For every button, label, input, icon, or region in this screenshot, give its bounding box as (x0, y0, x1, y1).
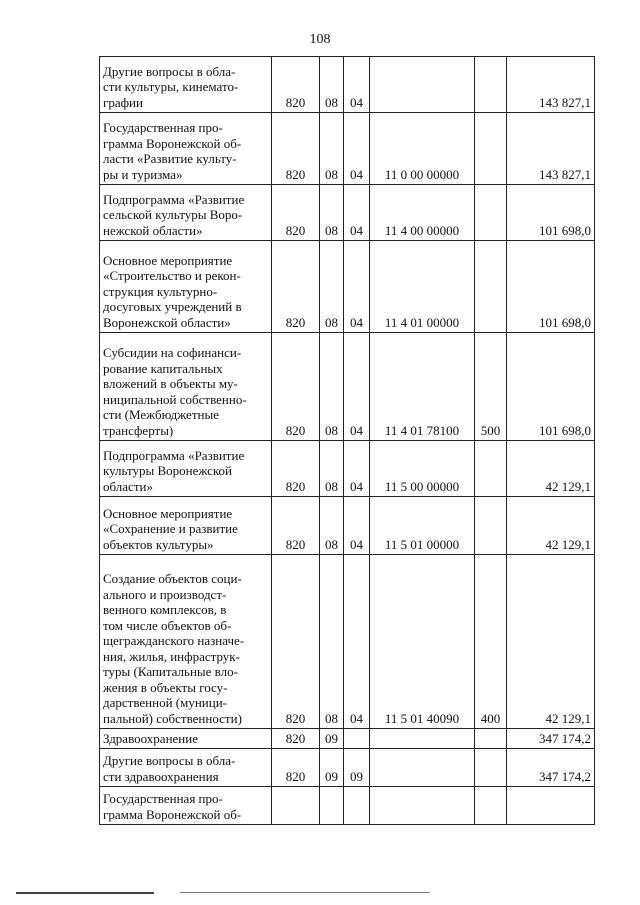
grbs-cell: 820 (272, 497, 320, 555)
amount-cell: 347 174,2 (507, 729, 595, 749)
row-name-cell: Государственная про- грамма Воронежской об- ласти «Развитие культу- ры и туризма» (100, 113, 272, 185)
expense-type-cell (475, 185, 507, 241)
grbs-cell: 820 (272, 57, 320, 113)
amount-cell: 101 698,0 (507, 241, 595, 333)
row-name-cell: Государственная про- грамма Воронежской об- (100, 787, 272, 825)
expense-type-cell (475, 497, 507, 555)
target-article-cell: 11 4 00 00000 (370, 185, 475, 241)
grbs-cell (272, 787, 320, 825)
target-article-cell: 11 4 01 78100 (370, 333, 475, 441)
subsection-cell: 04 (344, 113, 370, 185)
target-article-cell: 11 4 01 00000 (370, 241, 475, 333)
grbs-cell: 820 (272, 749, 320, 787)
table-row (100, 185, 595, 241)
subsection-cell: 04 (344, 57, 370, 113)
grbs-cell: 820 (272, 113, 320, 185)
target-article-cell (370, 729, 475, 749)
section-cell: 08 (320, 555, 344, 729)
subsection-cell: 04 (344, 497, 370, 555)
section-cell: 08 (320, 333, 344, 441)
target-article-cell (370, 57, 475, 113)
table-row (100, 113, 595, 185)
amount-cell: 143 827,1 (507, 113, 595, 185)
grbs-cell: 820 (272, 441, 320, 497)
expense-type-cell (475, 749, 507, 787)
target-article-cell: 11 5 00 00000 (370, 441, 475, 497)
expense-type-cell (475, 729, 507, 749)
subsection-cell: 04 (344, 441, 370, 497)
section-cell: 08 (320, 441, 344, 497)
table-row (100, 729, 595, 749)
grbs-cell: 820 (272, 555, 320, 729)
amount-cell (507, 787, 595, 825)
expense-type-cell: 400 (475, 555, 507, 729)
expense-type-cell (475, 441, 507, 497)
subsection-cell (344, 729, 370, 749)
budget-table (99, 56, 595, 825)
amount-cell: 42 129,1 (507, 555, 595, 729)
target-article-cell: 11 0 00 00000 (370, 113, 475, 185)
table-row (100, 555, 595, 729)
section-cell: 08 (320, 113, 344, 185)
section-cell: 08 (320, 497, 344, 555)
row-name-cell: Подпрограмма «Развитие сельской культуры Воро- нежской области» (100, 185, 272, 241)
section-cell: 08 (320, 57, 344, 113)
target-article-cell: 11 5 01 40090 (370, 555, 475, 729)
row-name-cell: Основное мероприятие «Строительство и рекон- струкция культурно- досуговых учреждений в Воронежской области» (100, 241, 272, 333)
target-article-cell: 11 5 01 00000 (370, 497, 475, 555)
row-name-cell: Другие вопросы в обла- сти культуры, кинемато- графии (100, 57, 272, 113)
row-name-cell: Создание объектов соци- ального и производст- венного комплексов, в том числе объектов об- щегражданского назначе- ния, жилья, инфраструк- туры (Капитальные вло- жения в объекты госу- дарственной (муници- пальной) собственности) (100, 555, 272, 729)
subsection-cell (344, 787, 370, 825)
amount-cell: 101 698,0 (507, 185, 595, 241)
grbs-cell: 820 (272, 185, 320, 241)
subsection-cell: 04 (344, 185, 370, 241)
footer-rule-left (16, 892, 154, 894)
row-name-cell: Здравоохранение (100, 729, 272, 749)
amount-cell: 143 827,1 (507, 57, 595, 113)
amount-cell: 101 698,0 (507, 333, 595, 441)
expense-type-cell (475, 113, 507, 185)
expense-type-cell: 500 (475, 333, 507, 441)
target-article-cell (370, 749, 475, 787)
section-cell (320, 787, 344, 825)
row-name-cell: Основное мероприятие «Сохранение и развитие объектов культуры» (100, 497, 272, 555)
grbs-cell: 820 (272, 241, 320, 333)
section-cell: 08 (320, 185, 344, 241)
table-row (100, 749, 595, 787)
table-row (100, 333, 595, 441)
section-cell: 09 (320, 749, 344, 787)
section-cell: 09 (320, 729, 344, 749)
subsection-cell: 04 (344, 555, 370, 729)
table-row (100, 497, 595, 555)
table-row (100, 787, 595, 825)
section-cell: 08 (320, 241, 344, 333)
amount-cell: 347 174,2 (507, 749, 595, 787)
footer-rule-right (180, 892, 430, 893)
row-name-cell: Подпрограмма «Развитие культуры Воронежской области» (100, 441, 272, 497)
table-row (100, 241, 595, 333)
subsection-cell: 09 (344, 749, 370, 787)
amount-cell: 42 129,1 (507, 441, 595, 497)
subsection-cell: 04 (344, 333, 370, 441)
subsection-cell: 04 (344, 241, 370, 333)
target-article-cell (370, 787, 475, 825)
page-number: 108 (309, 32, 331, 47)
expense-type-cell (475, 241, 507, 333)
amount-cell: 42 129,1 (507, 497, 595, 555)
table-row (100, 441, 595, 497)
row-name-cell: Другие вопросы в обла- сти здравоохранения (100, 749, 272, 787)
row-name-cell: Субсидии на софинанси- рование капитальных вложений в объекты му- ниципальной собственно- сти (Межбюджетные трансферты) (100, 333, 272, 441)
grbs-cell: 820 (272, 333, 320, 441)
expense-type-cell (475, 57, 507, 113)
table-row (100, 57, 595, 113)
grbs-cell: 820 (272, 729, 320, 749)
expense-type-cell (475, 787, 507, 825)
